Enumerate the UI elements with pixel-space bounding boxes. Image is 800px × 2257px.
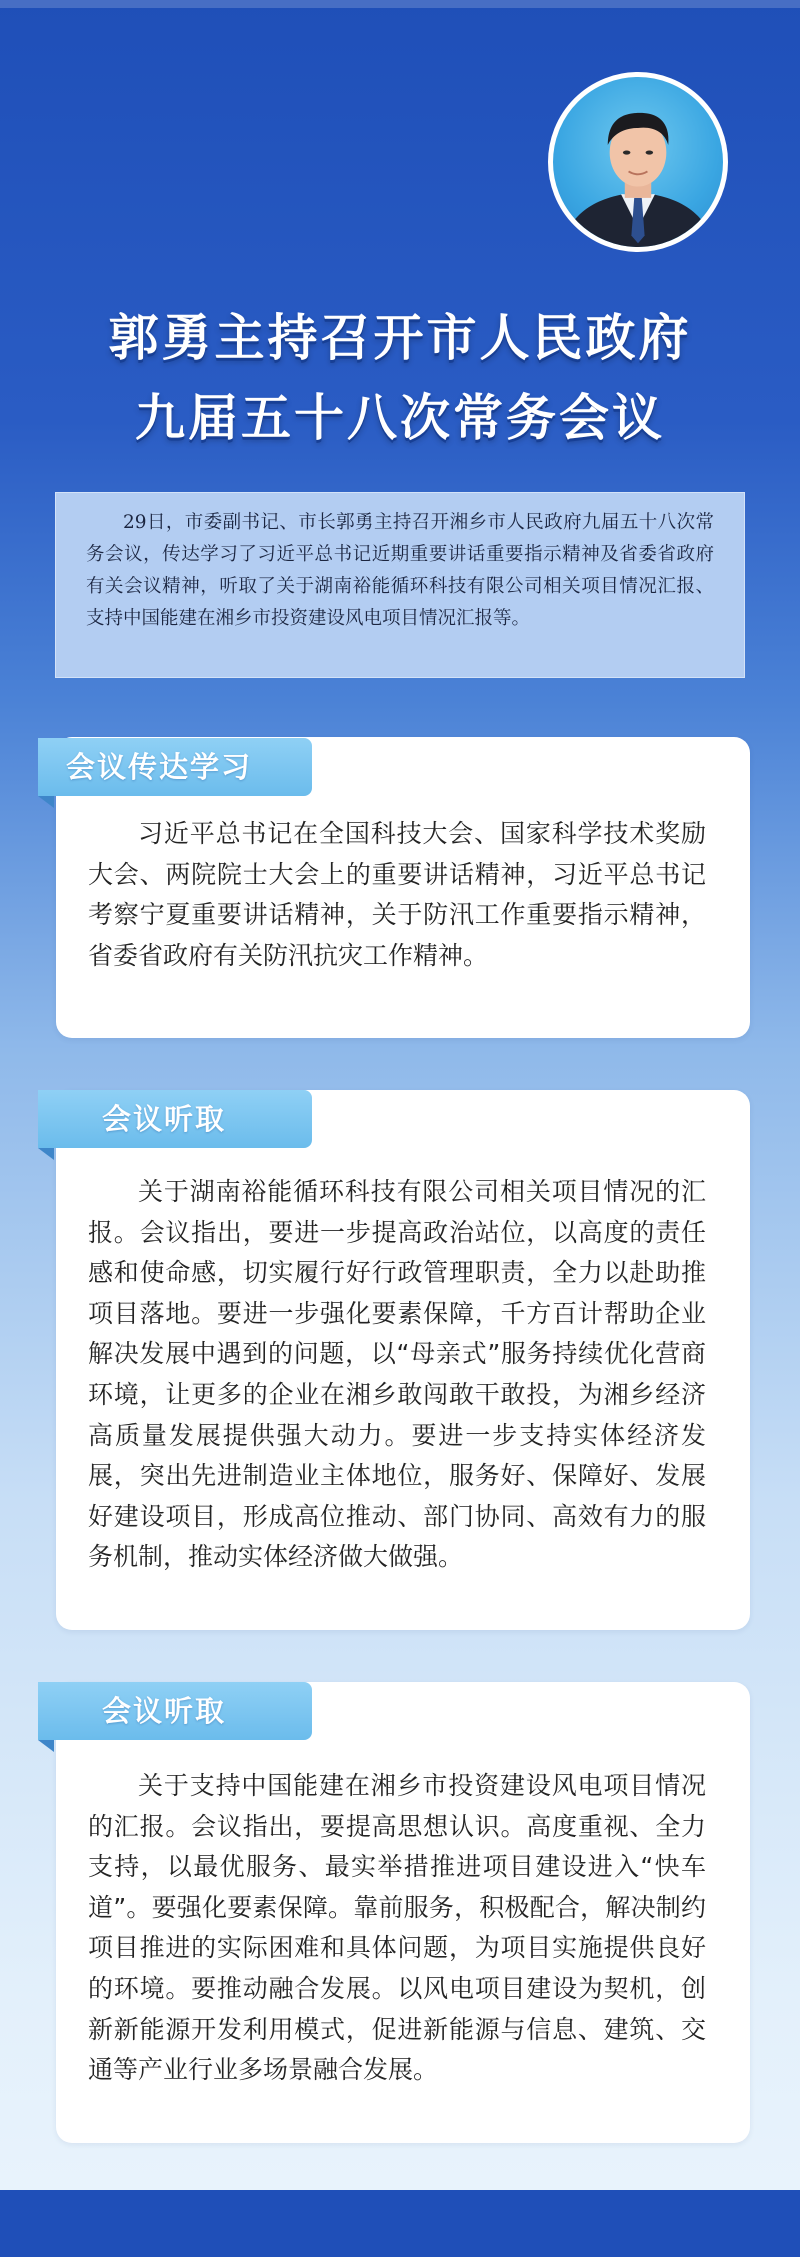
portrait-avatar xyxy=(548,72,728,252)
intro-paragraph: 29日，市委副书记、市长郭勇主持召开湘乡市人民政府九届五十八次常务会议，传达学习了习近平总书记近期重要讲话重要指示精神及省委省政府有关会议精神，听取了关于湖南裕能循环科技有限公司相关项目情况汇报、支持中国能建在湘乡市投资建设风电项目情况汇报等。 xyxy=(55,492,745,678)
top-stripe xyxy=(0,0,800,8)
section-heading-tab: 会议听取 xyxy=(38,1090,312,1148)
footer-bar xyxy=(0,2190,800,2257)
section-body: 习近平总书记在全国科技大会、国家科学技术奖励大会、两院院士大会上的重要讲话精神，习近平总书记考察宁夏重要讲话精神，关于防汛工作重要指示精神，省委省政府有关防汛抗灾工作精神。 xyxy=(88,819,706,970)
section-body: 关于湖南裕能循环科技有限公司相关项目情况的汇报。会议指出，要进一步提高政治站位，以高度的责任感和使命感，切实履行好行政管理职责，全力以赴助推项目落地。要进一步强化要素保障，千方百计帮助企业解决发展中遇到的问题，以“母亲式”服务持续优化营商环境，让更多的企业在湘乡敢闯敢干敢投，为湘乡经济高质量发展提供强大动力。要进一步支持实体经济发展，突出先进制造业主体地位，服务好、保障好、发展好建设项目，形成高位推动、部门协同、高效有力的服务机制，推动实体经济做大做强。 xyxy=(88,1177,706,1572)
section-heading-tab: 会议传达学习 xyxy=(38,738,312,796)
page-title-line2: 九届五十八次常务会议 xyxy=(135,388,665,447)
person-portrait-icon xyxy=(553,77,723,247)
section-heading-tab: 会议听取 xyxy=(38,1682,312,1740)
page-title-line1: 郭勇主持召开市人民政府 xyxy=(108,308,692,367)
section-card xyxy=(56,1682,750,2143)
section-body: 关于支持中国能建在湘乡市投资建设风电项目情况的汇报。会议指出，要提高思想认识。高度重视、全力支持，以最优服务、最实举措推进项目建设进入“快车道”。要强化要素保障。靠前服务，积极配合，解决制约项目推进的实际困难和具体问题，为项目实施提供良好的环境。要推动融合发展。以风电项目建设为契机，创新新能源开发利用模式，促进新能源与信息、建筑、交通等产业行业多场景融合发展。 xyxy=(88,1771,706,2085)
section-card xyxy=(56,1090,750,1630)
